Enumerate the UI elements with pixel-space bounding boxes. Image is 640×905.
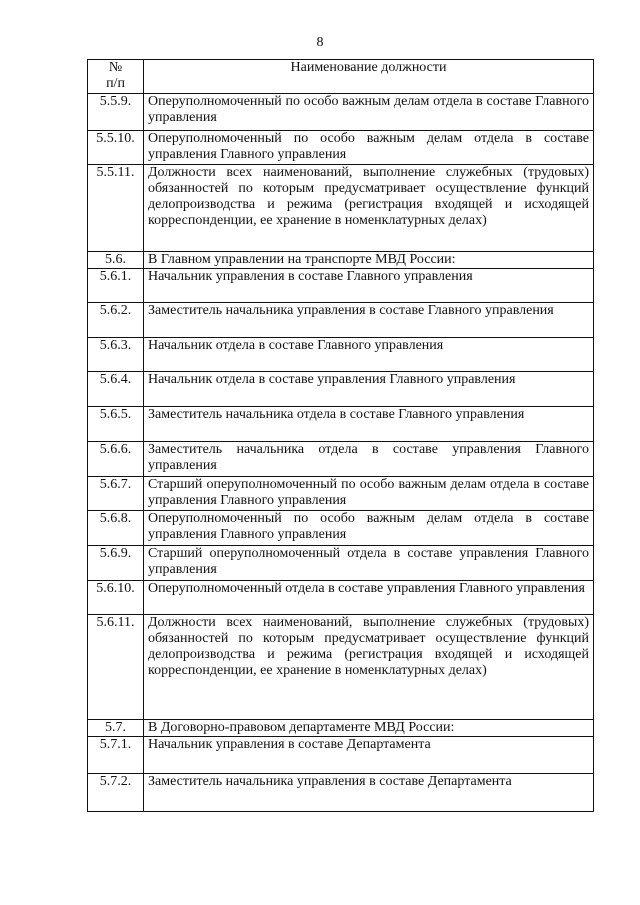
row-number: 5.6.6.	[88, 442, 144, 477]
table-row	[88, 303, 594, 338]
table-row	[88, 131, 594, 165]
row-number: 5.6.	[88, 252, 144, 269]
row-position: Заместитель начальника управления в составе Главного управления	[144, 303, 594, 338]
positions-table	[87, 59, 594, 812]
row-position: Заместитель начальника управления в составе Департамента	[144, 774, 594, 812]
row-position: Старший оперуполномоченный отдела в составе управления Главного управления	[144, 546, 594, 581]
row-number: 5.6.1.	[88, 269, 144, 303]
row-position: Начальник управления в составе Главного управления	[144, 269, 594, 303]
table-row	[88, 581, 594, 615]
row-position: Старший оперуполномоченный по особо важным делам отдела в составе управления Главного управления	[144, 477, 594, 511]
table-row	[88, 615, 594, 720]
row-position: Начальник управления в составе Департамента	[144, 737, 594, 774]
row-position: Оперуполномоченный по особо важным делам отдела в составе Главного управления	[144, 94, 594, 131]
row-position: Заместитель начальника отдела в составе Главного управления	[144, 407, 594, 442]
row-position: Должности всех наименований, выполнение служебных (трудовых) обязанностей по которым предусматривает осуществление функций делопроизводства и режима (регистрация входящей и исходящей корреспонденции, ее хранение в номенклатурных делах)	[144, 615, 594, 720]
table-row	[88, 737, 594, 774]
row-position: Оперуполномоченный по особо важным делам отдела в составе управления Главного управления	[144, 511, 594, 546]
row-position: В Договорно-правовом департаменте МВД России:	[144, 720, 594, 737]
row-number: 5.6.7.	[88, 477, 144, 511]
table-row	[88, 442, 594, 477]
header-number-symbol: №	[108, 60, 123, 75]
row-position: Оперуполномоченный по особо важным делам отдела в составе управления Главного управления	[144, 131, 594, 165]
row-position: Оперуполномоченный отдела в составе управления Главного управления	[144, 581, 594, 615]
table-row	[88, 407, 594, 442]
table-row	[88, 252, 594, 269]
table-header-row	[88, 60, 594, 94]
table-row	[88, 165, 594, 252]
row-number: 5.6.3.	[88, 338, 144, 372]
row-number: 5.7.1.	[88, 737, 144, 774]
row-position: В Главном управлении на транспорте МВД России:	[144, 252, 594, 269]
row-number: 5.6.4.	[88, 372, 144, 407]
row-number: 5.5.9.	[88, 94, 144, 131]
row-number: 5.6.2.	[88, 303, 144, 338]
row-number: 5.6.9.	[88, 546, 144, 581]
table-row	[88, 774, 594, 812]
row-position: Начальник отдела в составе Главного управления	[144, 338, 594, 372]
table-row	[88, 94, 594, 131]
row-number: 5.5.10.	[88, 131, 144, 165]
row-number: 5.7.	[88, 720, 144, 737]
table-row	[88, 269, 594, 303]
table-row	[88, 477, 594, 511]
row-number: 5.7.2.	[88, 774, 144, 812]
row-position: Заместитель начальника отдела в составе управления Главного управления	[144, 442, 594, 477]
header-number-abbr: п/п	[106, 76, 125, 91]
header-number-cell	[88, 60, 144, 94]
row-number: 5.6.11.	[88, 615, 144, 720]
table-row	[88, 546, 594, 581]
row-number: 5.6.8.	[88, 511, 144, 546]
page-number: 8	[316, 35, 324, 50]
row-position: Должности всех наименований, выполнение служебных (трудовых) обязанностей по которым предусматривает осуществление функций делопроизводства и режима (регистрация входящей и исходящей корреспонденции, ее хранение в номенклатурных делах)	[144, 165, 594, 252]
table-row	[88, 511, 594, 546]
table-row	[88, 372, 594, 407]
table-row	[88, 338, 594, 372]
row-number: 5.6.5.	[88, 407, 144, 442]
row-number: 5.5.11.	[88, 165, 144, 252]
table-row	[88, 720, 594, 737]
header-position-name: Наименование должности	[144, 60, 594, 94]
row-number: 5.6.10.	[88, 581, 144, 615]
row-position: Начальник отдела в составе управления Главного управления	[144, 372, 594, 407]
